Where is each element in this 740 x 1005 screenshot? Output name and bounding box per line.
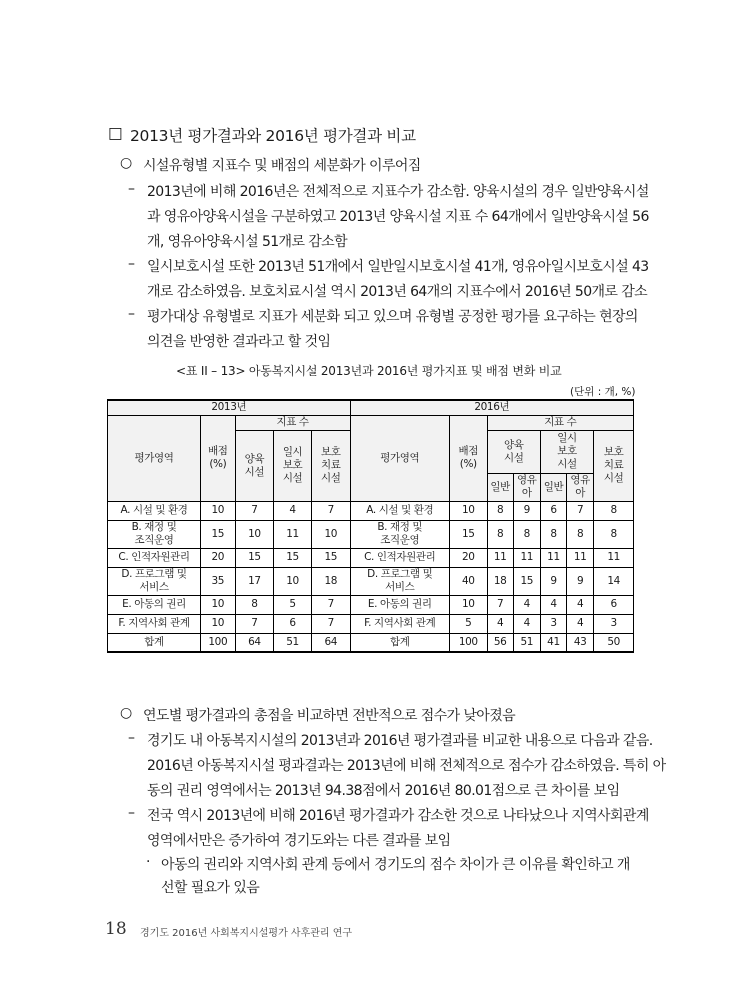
cell-value: 8 (594, 501, 634, 520)
cell-area: C. 인적자원관리 (108, 548, 201, 567)
dash-marker: – (128, 306, 135, 322)
cell-value: 6 (540, 501, 566, 520)
cell-value: 8 (487, 501, 513, 520)
cell-value: 18 (487, 567, 513, 595)
cell-value: 100 (201, 633, 236, 652)
cell-value: 15 (201, 520, 236, 548)
bullet-text: 시설유형별 지표수 및 배점의 세분화가 이루어짐 (143, 158, 421, 174)
sub-bullet-line: 아동의 권리와 지역사회 관계 등에서 경기도의 점수 차이가 큰 이유를 확인하고 개 (161, 857, 630, 873)
cell-value: 7 (235, 501, 274, 520)
cell-value: 5 (274, 595, 312, 614)
cell-value: 9 (540, 567, 566, 595)
cell-value: 100 (449, 633, 487, 652)
table-row (108, 633, 634, 652)
page-number: 18 (105, 919, 127, 939)
cell-value: 11 (540, 548, 566, 567)
header-bohochiryo: 보호 치료 시설 (594, 430, 634, 501)
bullet-text: 연도별 평가결과의 총점을 비교하면 전반적으로 점수가 낮아졌음 (143, 708, 516, 724)
dash-line: 2013년에 비해 2016년은 전체적으로 지표수가 감소함. 양육시설의 경우 일반양육시설 (147, 184, 649, 200)
header-yangyuk: 양육 시설 (235, 430, 274, 501)
cell-value: 8 (235, 595, 274, 614)
dash-line: 일시보호시설 또한 2013년 51개에서 일반일시보호시설 41개, 영유아일시보호시설 43 (147, 259, 649, 275)
cell-value: 56 (487, 633, 513, 652)
cell-value: 8 (594, 520, 634, 548)
header-indicator-count: 지표 수 (487, 415, 633, 430)
table-unit: (단위 : 개, %) (570, 386, 636, 398)
cell-value: 15 (274, 548, 312, 567)
cell-value: 20 (449, 548, 487, 567)
cell-value: 4 (540, 595, 566, 614)
cell-value: 20 (201, 548, 236, 567)
cell-value: 4 (513, 614, 540, 633)
cell-value: 15 (235, 548, 274, 567)
cell-value: 9 (513, 501, 540, 520)
cell-area: F. 지역사회 관계 (350, 614, 449, 633)
cell-value: 7 (311, 614, 350, 633)
cell-value: 4 (513, 595, 540, 614)
dash-line: 2016년 아동복지시설 평과결과는 2013년에 비해 전체적으로 점수가 감소하였음. 특히 아 (147, 758, 666, 774)
cell-value: 3 (540, 614, 566, 633)
cell-value: 10 (449, 501, 487, 520)
cell-value: 7 (487, 595, 513, 614)
cell-value: 4 (567, 614, 594, 633)
footer-title: 경기도 2016년 사회복지시설평가 사후관리 연구 (140, 928, 353, 939)
header-2013: 2013년 (108, 400, 351, 415)
cell-value: 15 (449, 520, 487, 548)
sub-bullet-marker: · (146, 854, 150, 870)
table-row (108, 614, 634, 633)
dash-line: 동의 권리 영역에서는 2013년 94.38점에서 2016년 80.01점으로 큰 차이를 보임 (147, 783, 620, 799)
dash-line: 평가대상 유형별로 지표가 세분화 되고 있으며 유형별 공정한 평가를 요구하는 현장의 (147, 309, 638, 325)
cell-value: 10 (311, 520, 350, 548)
dash-line: 개, 영유아양육시설 51개로 감소함 (147, 234, 348, 250)
cell-value: 11 (567, 548, 594, 567)
header-general: 일반 (540, 473, 566, 501)
cell-value: 8 (513, 520, 540, 548)
cell-area: F. 지역사회 관계 (108, 614, 201, 633)
dash-line: 영역에서만은 증가하여 경기도와는 다른 결과를 보임 (147, 833, 451, 849)
cell-area: C. 인적자원관리 (350, 548, 449, 567)
cell-area: 합계 (108, 633, 201, 652)
table-row (108, 595, 634, 614)
header-area: 평가영역 (108, 415, 201, 501)
cell-value: 50 (594, 633, 634, 652)
cell-value: 7 (567, 501, 594, 520)
cell-value: 8 (487, 520, 513, 548)
header-area: 평가영역 (350, 415, 449, 501)
sub-bullet-line: 선할 필요가 있음 (161, 880, 260, 896)
cell-area: E. 아동의 권리 (350, 595, 449, 614)
bullet-marker: ○ (120, 155, 132, 171)
cell-area: E. 아동의 권리 (108, 595, 201, 614)
cell-area: D. 프로그램 및 서비스 (108, 567, 201, 595)
header-score: 배점 (%) (201, 415, 236, 501)
cell-value: 41 (540, 633, 566, 652)
cell-value: 11 (487, 548, 513, 567)
cell-value: 7 (235, 614, 274, 633)
table-row (108, 520, 634, 548)
cell-value: 10 (274, 567, 312, 595)
cell-value: 7 (311, 501, 350, 520)
dash-line: 의견을 반영한 결과라고 할 것임 (147, 334, 331, 350)
comparison-table (107, 399, 634, 653)
cell-value: 51 (513, 633, 540, 652)
cell-value: 8 (540, 520, 566, 548)
cell-value: 9 (567, 567, 594, 595)
cell-value: 10 (201, 501, 236, 520)
cell-value: 18 (311, 567, 350, 595)
header-infant: 영유 아 (567, 473, 594, 501)
header-bohochiryo: 보호 치료 시설 (311, 430, 350, 501)
table-caption: <표 II – 13> 아동복지시설 2013년과 2016년 평가지표 및 배점 변화 비교 (176, 364, 562, 378)
cell-value: 35 (201, 567, 236, 595)
cell-value: 4 (567, 595, 594, 614)
table-row (108, 548, 634, 567)
dash-line: 경기도 내 아동복지시설의 2013년과 2016년 평가결과를 비교한 내용으로 다음과 같음. (147, 733, 653, 749)
bullet-marker: ○ (120, 705, 132, 721)
dash-marker: – (128, 805, 135, 821)
cell-value: 17 (235, 567, 274, 595)
cell-value: 4 (487, 614, 513, 633)
section-heading-marker: □ (108, 124, 123, 142)
table-row (108, 501, 634, 520)
cell-value: 4 (274, 501, 312, 520)
header-indicator-count: 지표 수 (235, 415, 350, 430)
header-2016: 2016년 (350, 400, 633, 415)
header-score: 배점 (%) (449, 415, 487, 501)
cell-value: 10 (235, 520, 274, 548)
cell-area: 합계 (350, 633, 449, 652)
cell-value: 51 (274, 633, 312, 652)
cell-value: 10 (201, 595, 236, 614)
cell-value: 11 (594, 548, 634, 567)
cell-value: 14 (594, 567, 634, 595)
header-general: 일반 (487, 473, 513, 501)
dash-line: 전국 역시 2013년에 비해 2016년 평가결과가 감소한 것으로 나타났으나 지역사회관계 (147, 808, 649, 824)
header-ilsi: 일시 보호 시설 (540, 430, 593, 473)
dash-marker: – (128, 256, 135, 272)
dash-marker: – (128, 730, 135, 746)
header-infant: 영유 아 (513, 473, 540, 501)
cell-value: 15 (513, 567, 540, 595)
cell-value: 11 (274, 520, 312, 548)
cell-area: B. 재정 및 조직운영 (108, 520, 201, 548)
cell-value: 6 (594, 595, 634, 614)
header-yangyuk: 양육 시설 (487, 430, 540, 473)
cell-value: 10 (201, 614, 236, 633)
dash-line: 개로 감소하였음. 보호치료시설 역시 2013년 64개의 지표수에서 2016년 50개로 감소 (147, 284, 648, 300)
cell-value: 3 (594, 614, 634, 633)
cell-value: 7 (311, 595, 350, 614)
cell-value: 10 (449, 595, 487, 614)
cell-value: 5 (449, 614, 487, 633)
section-heading: 2013년 평가결과와 2016년 평가결과 비교 (130, 127, 416, 145)
cell-value: 11 (513, 548, 540, 567)
dash-marker: – (128, 181, 135, 197)
cell-area: B. 재정 및 조직운영 (350, 520, 449, 548)
header-ilsi: 일시 보호 시설 (274, 430, 312, 501)
cell-value: 6 (274, 614, 312, 633)
cell-value: 64 (311, 633, 350, 652)
table-row (108, 567, 634, 595)
cell-area: A. 시설 및 환경 (350, 501, 449, 520)
cell-value: 64 (235, 633, 274, 652)
cell-value: 43 (567, 633, 594, 652)
cell-value: 8 (567, 520, 594, 548)
dash-line: 과 영유아양육시설을 구분하였고 2013년 양육시설 지표 수 64개에서 일반양육시설 56 (147, 209, 649, 225)
cell-area: A. 시설 및 환경 (108, 501, 201, 520)
cell-value: 15 (311, 548, 350, 567)
cell-value: 40 (449, 567, 487, 595)
cell-area: D. 프로그램 및 서비스 (350, 567, 449, 595)
